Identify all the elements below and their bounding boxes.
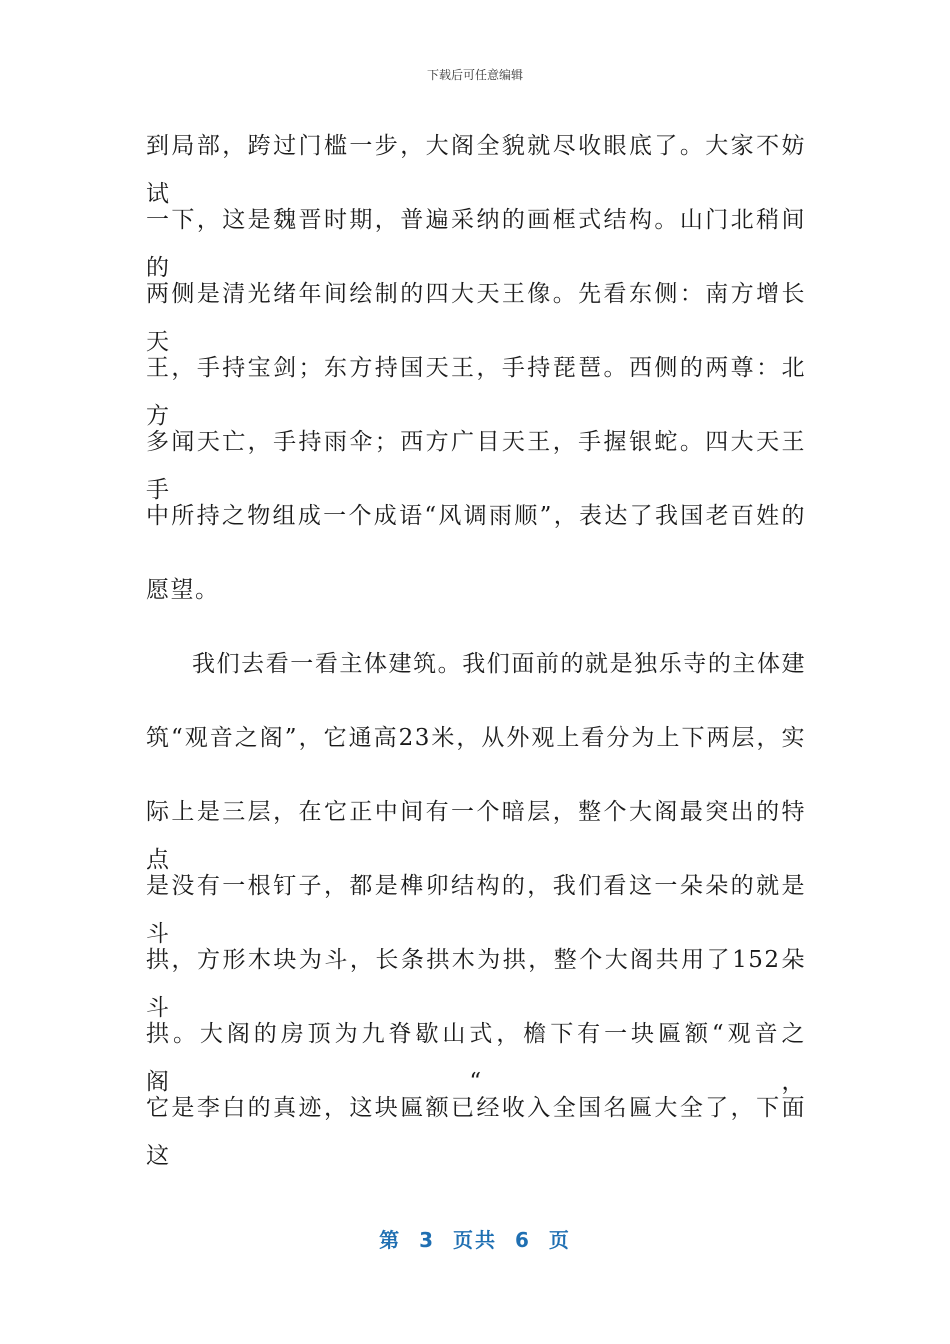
page-number: 3 bbox=[419, 1228, 435, 1252]
header-note: 下载后可任意编辑 bbox=[426, 68, 523, 82]
page-footer bbox=[0, 1224, 950, 1253]
text-line: 拱，方形木块为斗，长条拱木为拱，整个大阁共用了152朵斗 bbox=[146, 947, 806, 1021]
text-line: 中所持之物组成一个成语“风调雨顺”，表达了我国老百姓的 bbox=[146, 503, 806, 529]
text-line: 筑“观音之阁”，它通高23米，从外观上看分为上下两层，实 bbox=[146, 725, 806, 751]
text-line: 它是李白的真迹，这块匾额已经收入全国名匾大全了，下面这 bbox=[146, 1095, 806, 1169]
text-line: 多闻天亡，手持雨伞；西方广目天王，手握银蛇。四大天王手 bbox=[146, 429, 806, 503]
text-line: 王，手持宝剑；东方持国天王，手持琵琶。西侧的两尊：北方 bbox=[146, 355, 806, 429]
document-body bbox=[146, 122, 806, 1169]
text-line: 是没有一根钉子，都是榫卯结构的，我们看这一朵朵的就是斗 bbox=[146, 873, 806, 947]
page-suffix: 页 bbox=[548, 1228, 571, 1252]
text-line: 愿望。 bbox=[146, 577, 220, 603]
text-line: 到局部，跨过门槛一步，大阁全貌就尽收眼底了。大家不妨试 bbox=[146, 133, 806, 207]
text-line: 际上是三层，在它正中间有一个暗层，整个大阁最突出的特点 bbox=[146, 799, 806, 873]
text-line: 拱。大阁的房顶为九脊歇山式，檐下有一块匾额“观音之阁“， bbox=[146, 1021, 806, 1095]
page-prefix: 第 bbox=[379, 1228, 402, 1252]
text-line: 我们去看一看主体建筑。我们面前的就是独乐寺的主体建 bbox=[192, 651, 806, 677]
text-line: 两侧是清光绪年间绘制的四大天王像。先看东侧：南方增长天 bbox=[146, 281, 806, 355]
page-middle: 页共 bbox=[453, 1228, 497, 1252]
text-line: 一下，这是魏晋时期，普遍采纳的画框式结构。山门北稍间的 bbox=[146, 207, 806, 281]
total-pages: 6 bbox=[515, 1228, 531, 1252]
